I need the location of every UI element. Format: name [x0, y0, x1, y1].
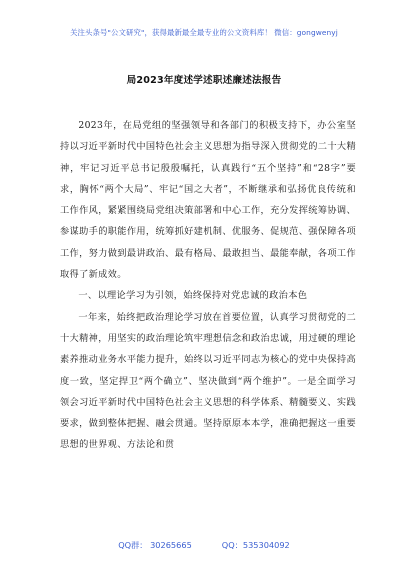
promo-banner: 关注头条号"公文研究"，获得最新最全最专业的公文资料库！ 微信：gongwenyj — [70, 28, 338, 37]
document-body — [60, 115, 356, 456]
document-title: 局2023年度述学述职述廉述法报告 — [126, 75, 282, 86]
qq-contact-text: QQ：535304092 — [221, 540, 290, 550]
contact-footer — [0, 540, 408, 551]
section-paragraph: 一年来，始终把政治理论学习放在首要位置，认真学习贯彻党的二十大精神，用坚实的政治理论筑牢理想信念和政治忠诚，用过硬的理论素养推动业务水平能力提升，始终以习近平同志为核心的党中央保持高度一致，坚定捍卫“两个确立”、坚决做到“两个维护”。一是全面学习领会习近平新时代中国特色社会主义思想的科学体系、精髓要义、实践要求，做到整体把握、融会贯通。坚持原原本本学，准确把握这一重要思想的世界观、方法论和贯 — [60, 311, 356, 451]
section-heading: 一、以理论学习为引领，始终保持对党忠诚的政治本色 — [78, 290, 308, 302]
intro-paragraph: 2023年，在局党组的坚强领导和各部门的积极支持下，办公室坚持以习近平新时代中国特色社会主义思想为指导深入贯彻党的二十大精神，牢记习近平总书记殷殷嘱托，认真践行“五个坚持”和“28字”要求，胸怀“两个大局”、牢记“国之大者”，不断继承和弘扬优良传统和工作作风，紧紧围绕局党组决策部署和中心工作，充分发挥统筹协调、参谋助手的职能作用，统筹抓好建机制、优服务、促规范、强保障各项工作，努力做到最讲政治、最有格局、最敢担当、最能奉献，各项工作取得了新成效。 — [60, 120, 356, 281]
qq-group-text: QQ群： 30265665 — [118, 540, 192, 550]
